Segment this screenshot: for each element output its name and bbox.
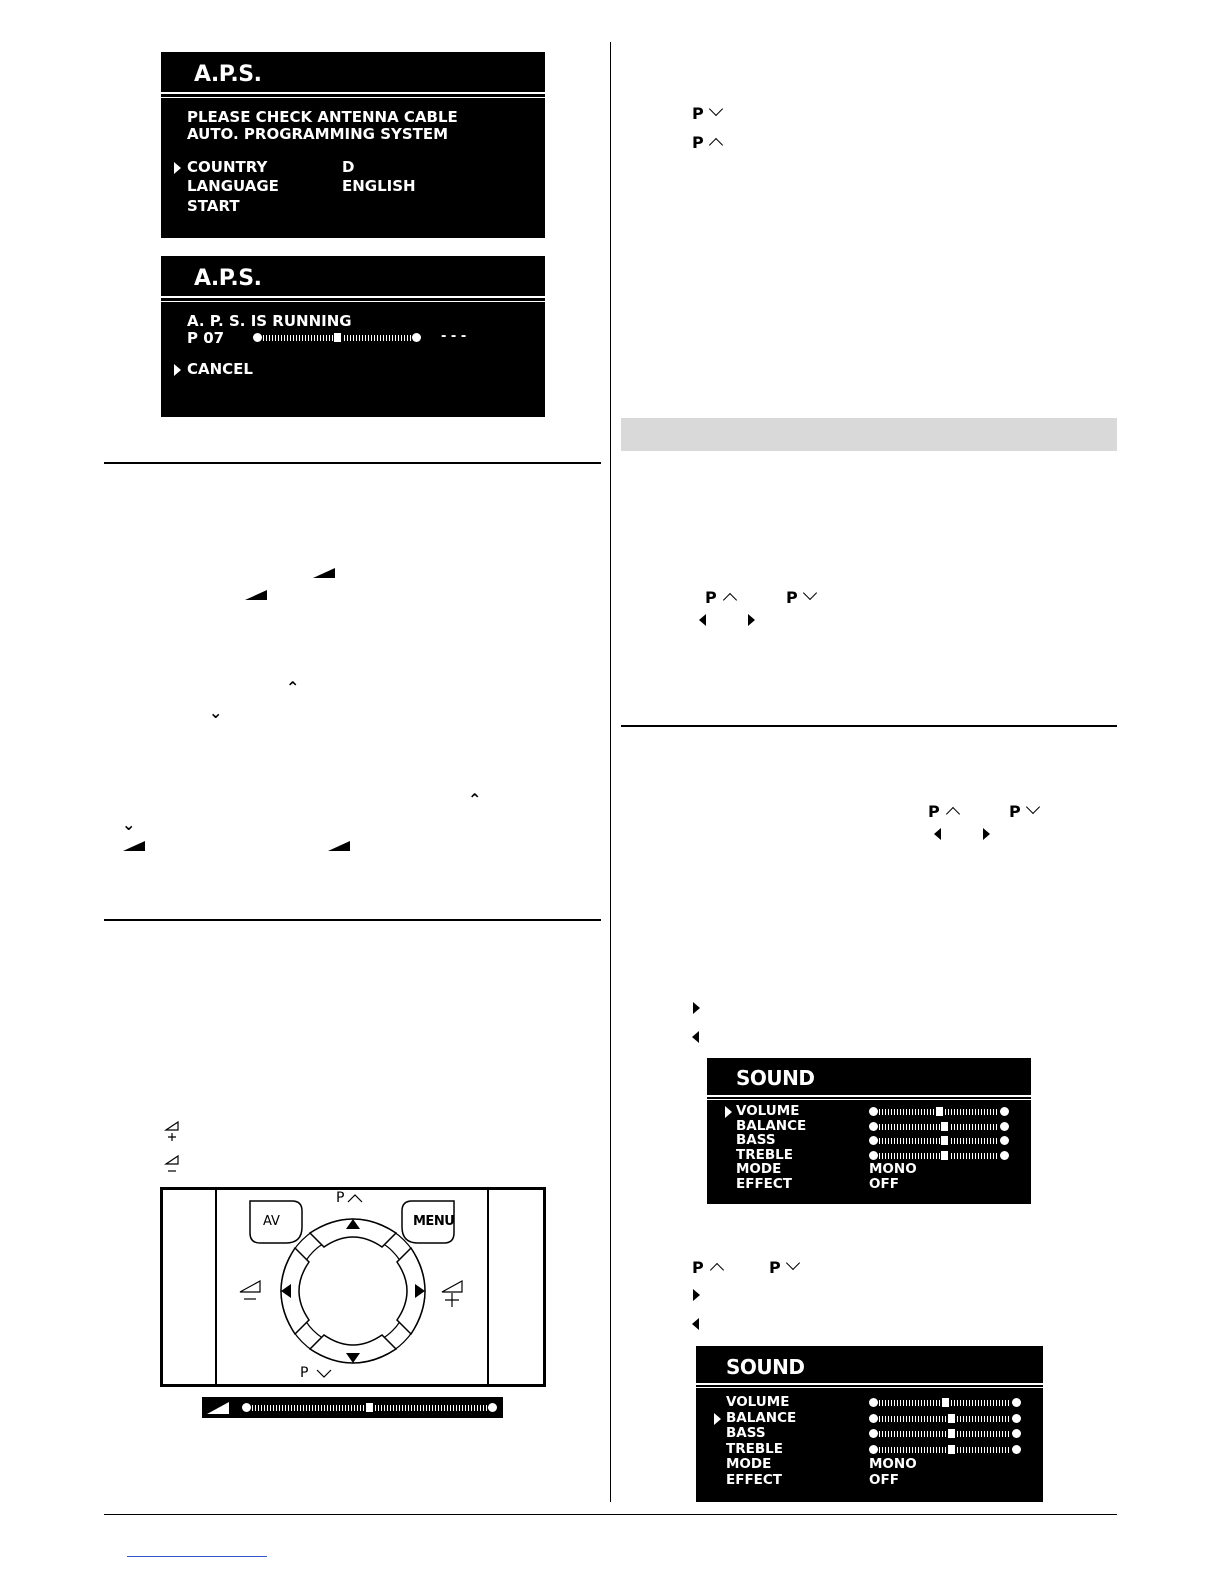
selection-pointer-icon [174,364,181,376]
selection-pointer-icon [725,1106,732,1118]
menu-item-start[interactable]: START [187,197,240,215]
arrow-left-icon [692,1318,699,1330]
volume-icon [123,841,145,851]
sound-slider-balance[interactable] [869,1415,1021,1423]
chevron-up-icon [946,807,960,821]
aps-title: A.P.S. [194,62,262,87]
caret-down-icon: ⌄ [209,703,223,722]
chevron-down-icon [786,1256,800,1270]
sound-slider-treble[interactable] [869,1152,1009,1160]
aps-status: A. P. S. IS RUNNING [187,312,352,330]
sound-item-effect[interactable]: EFFECT [736,1175,793,1192]
divider [696,1383,1043,1385]
arrow-right-icon [983,828,990,840]
program-up-label: P [336,1190,345,1206]
sound-title: SOUND [726,1355,805,1379]
country-value: D [342,158,355,176]
sound-item-volume[interactable]: VOLUME [726,1394,790,1410]
sound-item-balance[interactable]: BALANCE [736,1117,807,1134]
divider [161,296,545,298]
arrow-left-icon [699,614,706,626]
divider [161,301,545,302]
volume-icon [328,841,350,851]
sound-value-effect: OFF [869,1175,899,1192]
caret-up-icon: ⌃ [286,678,300,697]
sound-slider-bass[interactable] [869,1430,1021,1438]
menu-item-language[interactable]: LANGUAGE [187,177,279,195]
arrow-left-icon [934,828,941,840]
divider [707,1095,1031,1097]
av-button[interactable]: AV [263,1214,280,1229]
sound-slider-bass[interactable] [869,1137,1009,1145]
footer-link-underline [127,1556,267,1557]
program-number: P 07 [187,329,225,347]
selection-pointer-icon [174,162,181,174]
arrow-right-icon [693,1002,700,1014]
chevron-up-icon [710,1263,724,1277]
divider [161,97,545,98]
menu-item-country[interactable]: COUNTRY [187,158,268,176]
sound-item-mode[interactable]: MODE [726,1456,772,1472]
volume-level-bar [202,1397,503,1418]
volume-icon [207,1402,229,1414]
section-divider [104,462,601,464]
volume-slider[interactable] [242,1404,497,1412]
aps-title: A.P.S. [194,266,262,291]
sound-slider-volume[interactable] [869,1108,1009,1116]
key-p-label: P [705,588,717,607]
program-down-label: P [300,1365,309,1381]
sound-item-balance[interactable]: BALANCE [726,1409,797,1426]
volume-minus-icon [164,1154,180,1174]
sound-title: SOUND [736,1066,815,1090]
channel-dashes: - - - [441,329,467,344]
chevron-down-icon [709,102,723,116]
section-divider [621,725,1117,727]
key-p-label: P [1009,802,1021,821]
chevron-up-icon [723,593,737,607]
antenna-message: PLEASE CHECK ANTENNA CABLE [187,108,458,126]
aps-progress-bar [253,334,421,342]
language-value: ENGLISH [342,177,416,195]
aps-running-screen [161,256,545,417]
caret-down-icon: ⌄ [122,815,136,834]
aps-setup-screen [161,52,545,238]
sound-value-effect: OFF [869,1471,899,1488]
sound-item-effect[interactable]: EFFECT [726,1471,783,1488]
chevron-up-icon [709,138,723,152]
volume-icon [313,568,335,578]
key-p-label: P [786,588,798,607]
sound-menu-screen [707,1058,1031,1204]
key-p-label: P [692,1258,704,1277]
sound-slider-treble[interactable] [869,1446,1021,1454]
aps-subtitle: AUTO. PROGRAMMING SYSTEM [187,125,449,143]
sound-slider-balance[interactable] [869,1123,1009,1131]
sound-value-mode: MONO [869,1161,917,1177]
divider [707,1099,1031,1100]
sound-item-treble[interactable]: TREBLE [726,1440,783,1457]
key-p-label: P [692,104,704,123]
sound-item-volume[interactable]: VOLUME [736,1103,800,1119]
divider [696,1387,1043,1388]
chevron-down-icon [803,586,817,600]
key-p-label: P [769,1258,781,1277]
caret-up-icon: ⌃ [468,790,482,809]
control-panel-diagram [160,1187,546,1387]
arrow-right-icon [748,614,755,626]
column-divider [610,42,611,1502]
sound-item-mode[interactable]: MODE [736,1161,782,1177]
sound-item-bass[interactable]: BASS [726,1425,766,1441]
divider [161,92,545,94]
sound-item-bass[interactable]: BASS [736,1132,776,1148]
sound-value-mode: MONO [869,1456,917,1472]
chevron-down-icon [1026,800,1040,814]
section-header-bar [621,418,1117,451]
section-divider [104,919,601,921]
sound-menu-screen-balance [696,1346,1043,1502]
arrow-right-icon [693,1289,700,1301]
page-footer-rule [104,1514,1117,1515]
volume-icon [245,590,267,600]
selection-pointer-icon [714,1413,721,1425]
sound-item-treble[interactable]: TREBLE [736,1146,793,1163]
key-p-label: P [928,802,940,821]
key-p-label: P [692,133,704,152]
sound-slider-volume[interactable] [869,1399,1021,1407]
volume-plus-icon [164,1120,180,1140]
menu-button[interactable]: MENU [413,1214,455,1229]
arrow-left-icon [692,1031,699,1043]
cancel-item[interactable]: CANCEL [187,360,253,378]
